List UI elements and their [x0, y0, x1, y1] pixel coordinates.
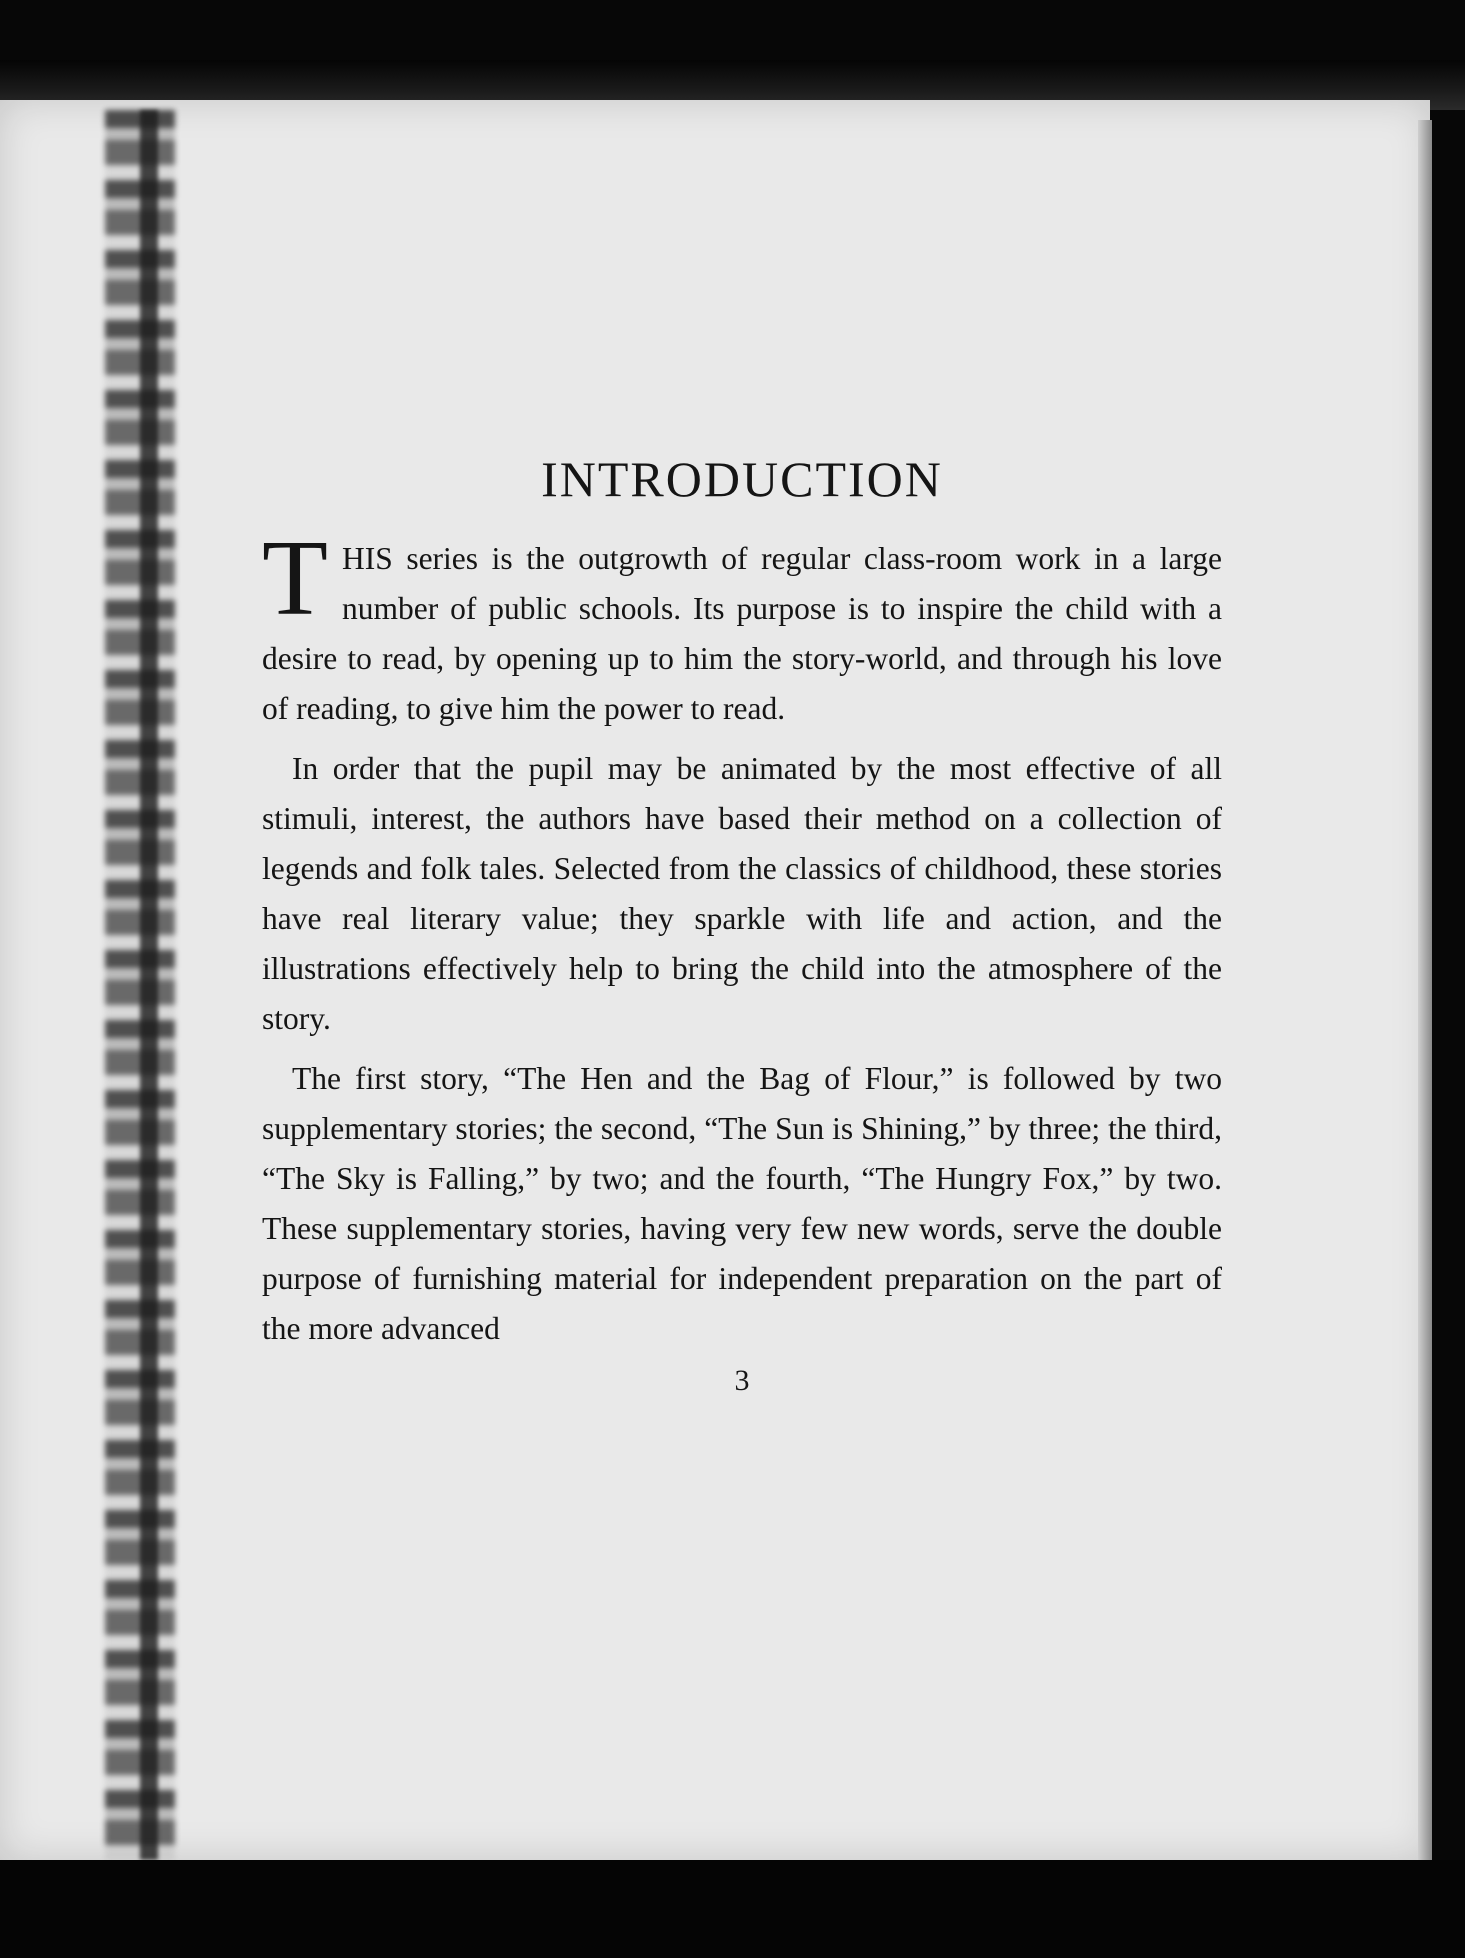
page-number: 3 [734, 1364, 750, 1397]
paragraph-1 [262, 519, 1222, 734]
page-content [262, 450, 1222, 1398]
scan-bottom-edge [0, 1860, 1465, 1958]
page-title: INTRODUCTION [541, 451, 943, 507]
drop-cap: T [262, 519, 328, 638]
paragraph-3: The first story, “The Hen and the Bag of Flour,” is followed by two supplementary stories; the second, “The Sun is Shining,” by three; the third, “The Sky is Falling,” by two; and the fourth, “The Hungry Fox,” by two. These supplementary stories, having very few new words, serve the double purpose of furnishing material for independent preparation on the part of the more advanced [262, 1061, 1222, 1346]
paragraph-1-text: HIS series is the outgrowth of regular class-room work in a large number of public schools. Its purpose is to inspire the child with a desire to read, by opening up to him the story-world, and through his love of reading, to give him the power to read. [262, 541, 1222, 726]
binding-strip [140, 110, 158, 1860]
paragraph-2: In order that the pupil may be animated by the most effective of all stimuli, interest, the authors have based their method on a collection of legends and folk tales. Selected from the classics of childhood, these stories have real literary value; they sparkle with life and action, and the illustrations effectively help to bring the child into the atmosphere of the story. [262, 751, 1222, 1036]
page-right-edge [1418, 120, 1432, 1860]
